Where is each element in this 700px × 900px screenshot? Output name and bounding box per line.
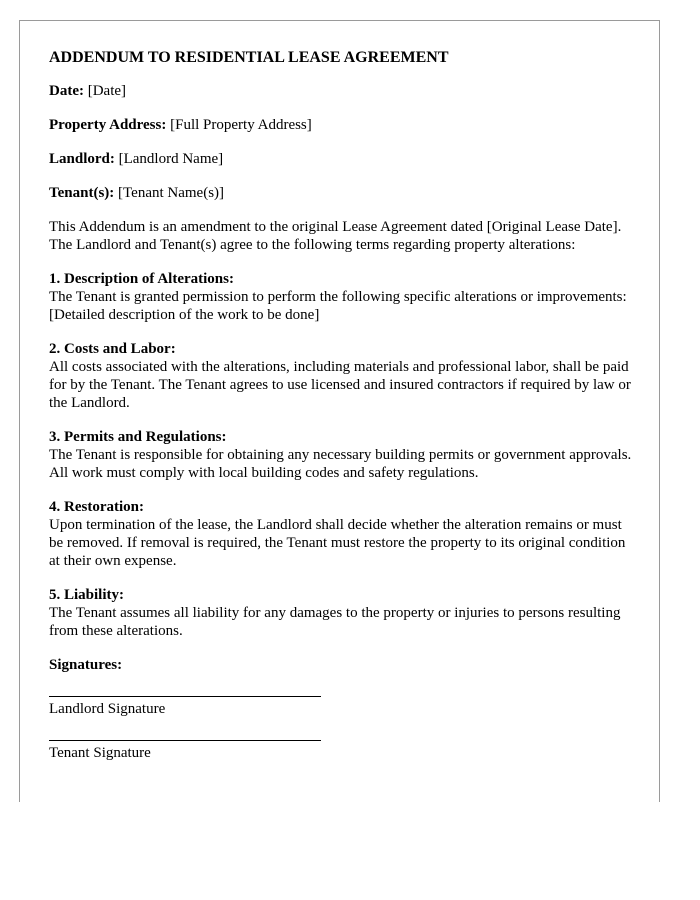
landlord-signature-line[interactable] — [49, 696, 321, 697]
landlord-signature-label: Landlord Signature — [49, 701, 166, 717]
tenant-field — [49, 184, 639, 202]
landlord-label: Landlord: — [49, 151, 115, 167]
property-address-value: [Full Property Address] — [170, 117, 312, 133]
section-restoration — [49, 498, 639, 570]
property-address-label: Property Address: — [49, 117, 167, 133]
section-permits-and-regulations — [49, 428, 639, 482]
tenant-signature-label: Tenant Signature — [49, 745, 151, 761]
date-value: [Date] — [87, 83, 127, 99]
section-body: The Tenant assumes all liability for any damages to the property or injuries to persons resulting from these alterations. — [49, 605, 621, 639]
section-heading: 5. Liability: — [49, 587, 125, 603]
landlord-value: [Landlord Name] — [118, 151, 224, 167]
document-title: ADDENDUM TO RESIDENTIAL LEASE AGREEMENT — [49, 49, 449, 66]
section-heading: 3. Permits and Regulations: — [49, 429, 227, 445]
section-heading: 4. Restoration: — [49, 499, 144, 515]
section-placeholder: [Detailed description of the work to be done] — [49, 307, 320, 323]
section-description-of-alterations — [49, 270, 639, 324]
document-content — [49, 48, 639, 784]
intro-paragraph: This Addendum is an amendment to the original Lease Agreement dated [Original Lease Date]. The Landlord and Tenant(s) agree to the following terms regarding property alterations: — [49, 219, 622, 253]
date-field — [49, 82, 639, 100]
section-body: All costs associated with the alterations, including materials and professional labor, shall be paid for by the Tenant. The Tenant agrees to use licensed and insured contractors if required by law or the Landlord. — [49, 359, 631, 411]
landlord-signature-block — [49, 696, 639, 718]
section-body: The Tenant is responsible for obtaining any necessary building permits or government approvals. All work must comply with local building codes and safety regulations. — [49, 447, 632, 481]
property-address-field — [49, 116, 639, 134]
section-body: The Tenant is granted permission to perform the following specific alterations or improvements: — [49, 289, 627, 305]
date-label: Date: — [49, 83, 84, 99]
tenant-label: Tenant(s): — [49, 185, 115, 201]
landlord-field — [49, 150, 639, 168]
section-costs-and-labor — [49, 340, 639, 412]
tenant-value: [Tenant Name(s)] — [118, 185, 225, 201]
document-page — [19, 20, 660, 802]
section-liability — [49, 586, 639, 640]
tenant-signature-block — [49, 740, 639, 762]
section-heading: 2. Costs and Labor: — [49, 341, 176, 357]
signatures-heading: Signatures: — [49, 657, 123, 673]
section-body: Upon termination of the lease, the Landlord shall decide whether the alteration remains or must be removed. If removal is required, the Tenant must restore the property to its original condition at their own expense. — [49, 517, 626, 569]
tenant-signature-line[interactable] — [49, 740, 321, 741]
section-heading: 1. Description of Alterations: — [49, 271, 234, 287]
